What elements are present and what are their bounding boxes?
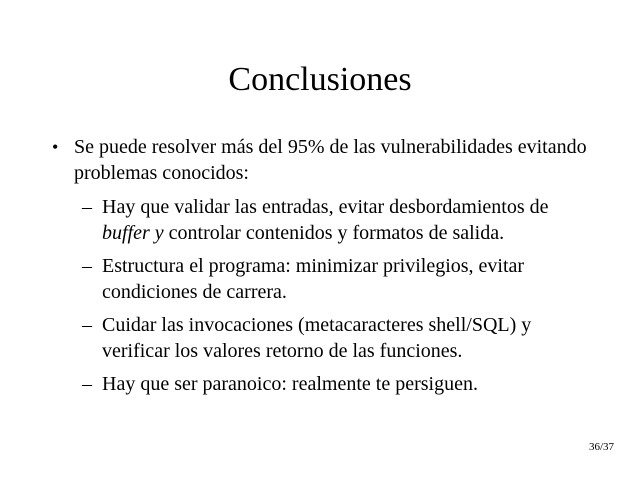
dash-marker: – [82, 314, 92, 336]
sub-list [82, 194, 590, 397]
slide-title: Conclusiones [228, 61, 412, 98]
dash-marker: – [82, 255, 92, 277]
sub-item-paranoid [82, 371, 590, 397]
sub-item-text-italic: buffer y [102, 222, 164, 244]
sub-item-text-before: Hay que validar las entradas, evitar desbordamientos de [102, 196, 549, 218]
dash-marker: – [82, 373, 92, 395]
bullet-list [52, 134, 612, 404]
sub-item-text: Cuidar las invocaciones (metacaracteres shell/SQL) y verificar los valores retorno de las funciones. [102, 314, 532, 362]
bullet-item [52, 134, 612, 397]
bullet-marker: • [52, 137, 59, 157]
page-number: 36/37 [588, 441, 614, 453]
sub-item-text-after: controlar contenidos y formatos de salida. [163, 222, 505, 244]
sub-item-invocations [82, 312, 590, 364]
sub-item-structure [82, 253, 590, 305]
sub-item-text: Hay que ser paranoico: realmente te persiguen. [102, 373, 478, 395]
sub-item-text: Estructura el programa: minimizar privilegios, evitar condiciones de carrera. [102, 255, 525, 303]
dash-marker: – [82, 196, 92, 218]
sub-item-validation [82, 194, 590, 246]
bullet-text: Se puede resolver más del 95% de las vulnerabilidades evitando problemas conocidos: [74, 136, 587, 184]
